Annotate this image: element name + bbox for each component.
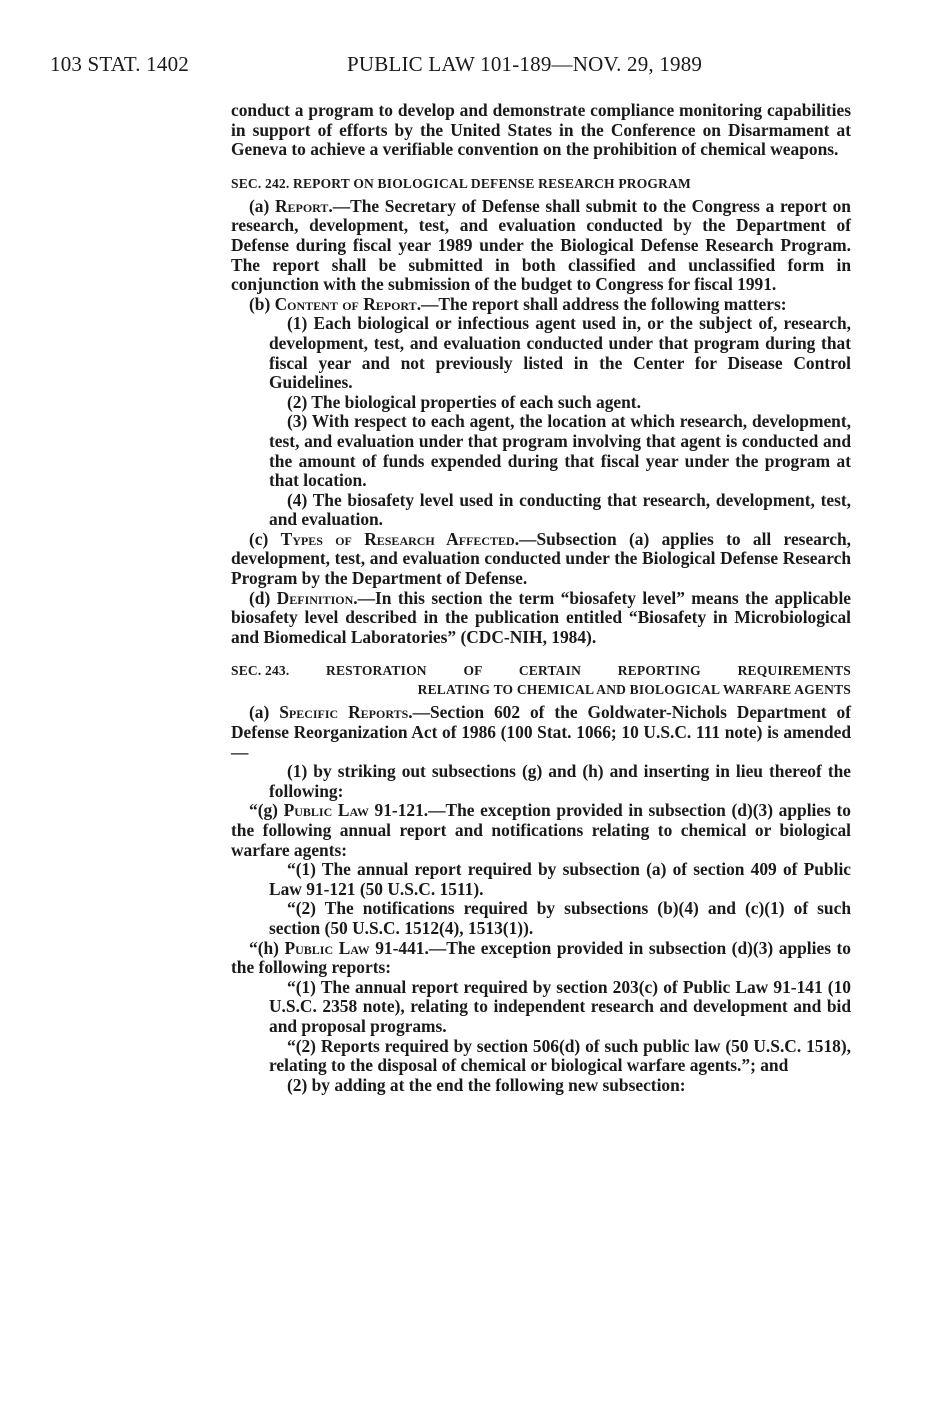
section-number: SEC. 243. xyxy=(231,663,290,679)
sec242-subsection-c: (c) Types of Research Affected.—Subsection (a) applies to all research, development, test, and evaluation conducted under the Biological Defense Research Program by the Department of Defense. xyxy=(231,528,852,589)
subsection-heading: Public Law xyxy=(284,937,370,958)
intro-paragraph: conduct a program to develop and demonstrate compliance monitoring capabilities in support of efforts by the United States in the Conference on Disarmament at Geneva to achieve a verifiable convention on the prohibition of chemical weapons. xyxy=(231,100,851,160)
sec242-subsection-a: (a) Report.—The Secretary of Defense shall submit to the Congress a report on research, development, test, and evaluation conducted by the Department of Defense during fiscal year 1989 under the Biological Defense Research Program. The report shall be submitted in both classified and unclassified form in conjunction with the submission of the budget to Congress for fiscal 1991. xyxy=(231,195,851,295)
subsection-heading: Definition xyxy=(276,587,354,608)
sec243-h-item-1: “(1) The annual report required by section 203(c) of Public Law 91-141 (10 U.S.C. 2358 note), relating to independent research and development and bid and proposal programs. xyxy=(269,976,851,1036)
section-title-line-2: RELATING TO CHEMICAL AND BIOLOGICAL WARFARE AGENTS xyxy=(417,682,851,698)
sec243-quoted-subsection-h: “(h) Public Law 91-441.—The exception provided in subsection (d)(3) applies to the following reports: xyxy=(231,937,852,978)
sec243-a-item-2: (2) by adding at the end the following new subsection: xyxy=(287,1074,686,1095)
sec243-subsection-a: (a) Specific Reports.—Section 602 of the Goldwater-Nichols Department of Defense Reorganization Act of 1986 (100 Stat. 1066; 10 U.S.C. 111 note) is amended— xyxy=(231,702,851,762)
section-title-line-1: RESTORATION OF CERTAIN REPORTING REQUIREMENTS xyxy=(326,663,851,679)
sec243-h-item-2: “(2) Reports required by section 506(d) of such public law (50 U.S.C. 1518), relating to the disposal of chemical or biological warfare agents.”; and xyxy=(269,1035,851,1076)
sec242-b-item-3: (3) With respect to each agent, the location at which research, development, test, and evaluation under that program involving that agent is conducted and the amount of funds expended during that fiscal year under the program at that location. xyxy=(269,411,851,491)
sec242-subsection-b: (b) Content of Report.—The report shall address the following matters: xyxy=(249,293,787,314)
subsection-heading: Specific Reports xyxy=(279,702,409,723)
sec242-subsection-d: (d) Definition.—In this section the term “biosafety level” means the applicable biosafety level described in the publication entitled “Biosafety in Microbiological and Biomedical Laboratories” (CDC-NIH, 1984). xyxy=(231,587,851,647)
subsection-heading: Report xyxy=(274,195,329,216)
sec243-quoted-subsection-g: “(g) Public Law 91-121.—The exception provided in subsection (d)(3) applies to the following annual report and notifications relating to chemical or biological warfare agents: xyxy=(231,800,852,860)
subsection-heading: Public Law xyxy=(283,800,369,821)
subsection-heading: Content of Report xyxy=(274,293,417,314)
section-242-heading: SEC. 242. REPORT ON BIOLOGICAL DEFENSE RESEARCH PROGRAM xyxy=(231,175,691,191)
stat-page-number: 103 STAT. 1402 xyxy=(50,52,189,76)
section-243-heading xyxy=(231,661,851,699)
page-body xyxy=(231,101,851,1095)
sec242-b-item-4: (4) The biosafety level used in conducting that research, development, test, and evaluation. xyxy=(269,489,851,530)
sec243-g-item-1: “(1) The annual report required by subsection (a) of section 409 of Public Law 91-121 (50 U.S.C. 1511). xyxy=(269,859,851,899)
sec242-b-item-1: (1) Each biological or infectious agent used in, or the subject of, research, development, test, and evaluation conducted under that program during that fiscal year and not previously listed in the Center for Disease Control Guidelines. xyxy=(269,313,851,393)
running-head: PUBLIC LAW 101-189—NOV. 29, 1989 xyxy=(347,52,703,76)
sec243-g-item-2: “(2) The notifications required by subsections (b)(4) and (c)(1) of such section (50 U.S.C. 1512(4), 1513(1)). xyxy=(269,898,851,938)
subsection-heading: Types of Research Affected xyxy=(280,528,515,549)
sec243-a-item-1: (1) by striking out subsections (g) and (h) and inserting in lieu thereof the following: xyxy=(269,761,851,801)
page-header xyxy=(50,52,850,84)
sec242-b-item-2: (2) The biological properties of each such agent. xyxy=(287,391,641,412)
